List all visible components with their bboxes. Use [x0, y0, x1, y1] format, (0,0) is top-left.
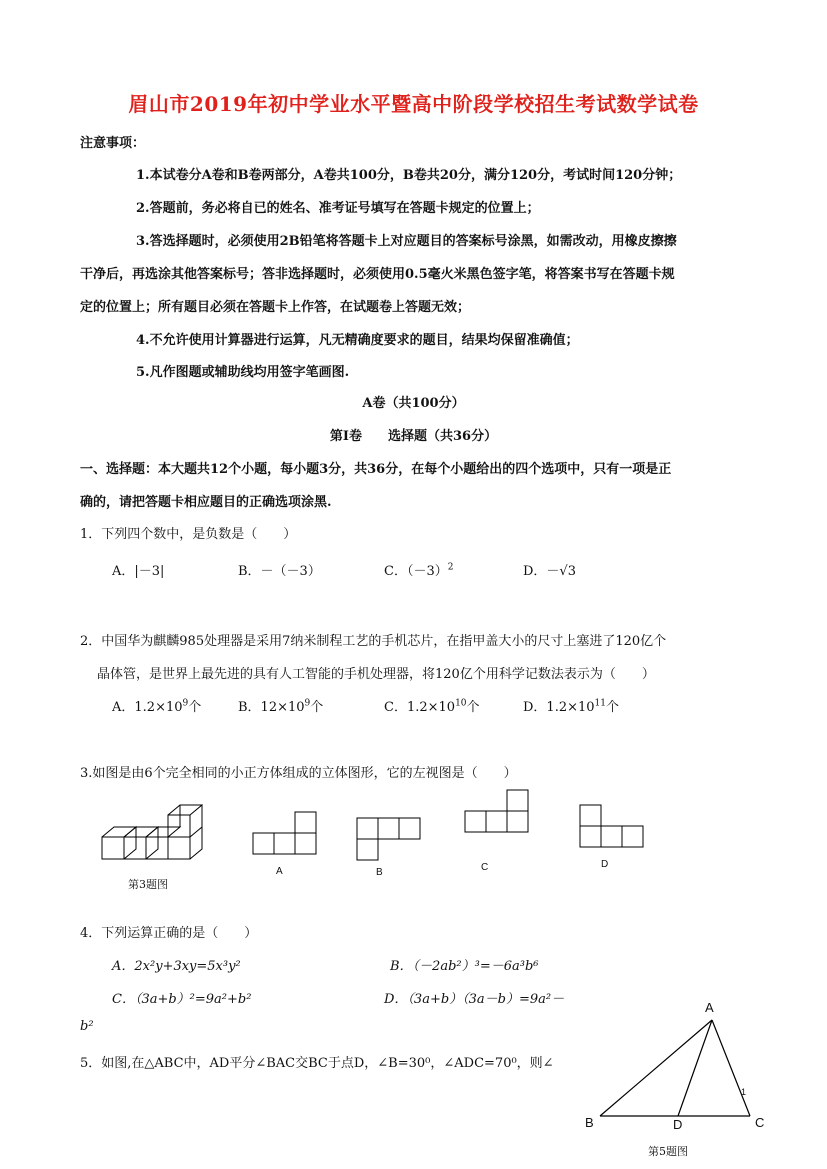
q3-label-d: D: [601, 859, 609, 870]
notice-item-3-cont1: 干净后，再选涂其他答案标号；答非选择题时，必须使用0.5毫火米黑色签字笔，将答案书写在答题卡规: [80, 267, 675, 282]
q1-option-a: A．|－3|: [112, 564, 165, 579]
part1-heading: 第Ⅰ卷 选择题（共36分）: [329, 429, 498, 444]
q4-stem: 4．下列运算正确的是（ ）: [80, 926, 258, 941]
q1-option-b: B．－（－3）: [238, 564, 321, 579]
q3-stem: 3.如图是由6个完全相同的小正方体组成的立体图形，它的左视图是（ ）: [80, 766, 517, 781]
q5-point-d: D: [673, 1117, 683, 1132]
q1-option-c: C．$(-3)^2$: [384, 562, 454, 579]
page-title: 眉山市2019年初中学业水平暨高中阶段学校招生考试数学试卷: [128, 92, 699, 116]
q5-point-a: A: [705, 1000, 714, 1015]
instructions-line-2: 确的，请把答题卡相应题目的正确选项涂黑.: [80, 495, 332, 510]
q2-option-b: B．$12\times 10^9$个: [238, 698, 324, 715]
q3-label-a: A: [276, 866, 283, 877]
notice-heading: 注意事项：: [80, 136, 146, 151]
q3-label-c: C: [481, 862, 489, 873]
notice-item-2: 2.答题前，务必将自已的姓名、准考证号填写在答题卡规定的位置上；: [136, 201, 540, 216]
q4-option-c: C．（3a+b）²=9a²+b²: [112, 992, 252, 1007]
q3-label-b: B: [376, 867, 383, 878]
q2-line-1: 2．中国华为麒麟985处理器是采用7纳米制程工艺的手机芯片，在指甲盖大小的尺寸上塞进了120亿个: [80, 634, 667, 649]
q2-option-c: C．$1.2\times 10^{10}$个: [384, 698, 480, 715]
q3-solid-figure: [98, 795, 216, 865]
notice-item-5: 5.凡作图题或辅助线均用签字笔画图.: [136, 365, 350, 380]
instructions-line-1: 一、选择题：本大题共12个小题，每小题3分，共36分，在每个小题给出的四个选项中，只有一项是正: [80, 462, 672, 477]
q2-option-d: D．$1.2\times 10^{11}$个: [523, 698, 620, 715]
q1-option-d: D．－√3: [523, 564, 576, 579]
section-a-heading: A卷（共100分）: [362, 396, 465, 411]
q4-option-d: D．（3a+b）（3a－b）=9a²－: [384, 992, 565, 1007]
q5-point-b: B: [585, 1115, 594, 1130]
notice-item-1: 1.本试卷分A卷和B卷两部分，A卷共100分，B卷共20分，满分120分，考试时间120分钟；: [136, 168, 682, 183]
notice-item-4: 4.不允许使用计算器进行运算，凡无精确度要求的题目，结果均保留准确值；: [136, 333, 579, 348]
q4-option-d-cont: b²: [80, 1019, 94, 1034]
notice-item-3-cont2: 定的位置上；所有题目必须在答题卡上作答，在试题卷上答题无效；: [80, 300, 471, 315]
q3-fig-caption: 第3题图: [128, 878, 168, 891]
q2-option-a: A．$1.2\times 10^9$个: [112, 698, 202, 715]
q5-fig-caption: 第5题图: [648, 1145, 688, 1158]
q4-option-b: B．（－2ab²）³=－6a³b⁶: [390, 959, 539, 974]
q5-point-c: C: [755, 1115, 765, 1130]
q4-option-a: A．2x²y+3xy=5x³y²: [112, 959, 241, 974]
q1-stem: 1．下列四个数中，是负数是（ ）: [80, 527, 297, 542]
notice-item-3: 3.答选择题时，必须使用2B铅笔将答题卡上对应题目的答案标号涂黑，如需改动，用橡皮擦擦: [136, 234, 677, 249]
q3-option-b-figure: [356, 816, 422, 862]
q3-option-c-figure: [464, 789, 530, 833]
q5-stem: 5．如图,在△ABC中，AD平分∠BAC交BC于点D，∠B=30⁰，∠ADC=70⁰，则∠: [80, 1056, 554, 1071]
q3-option-d-figure: [579, 804, 645, 848]
q5-angle-1-label: 1: [741, 1087, 747, 1097]
q3-option-a-figure: [252, 810, 318, 856]
q2-line-2: 晶体管，是世界上最先进的具有人工智能的手机处理器，将120亿个用科学记数法表示为（ ）: [97, 667, 655, 682]
